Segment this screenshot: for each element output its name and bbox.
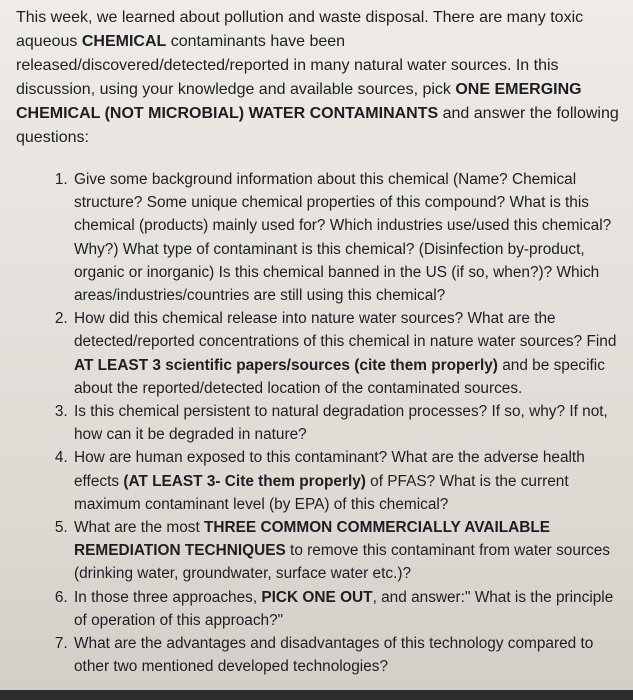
text-segment: and be specific about the reported/detected location of the contaminated sources. — [74, 356, 605, 397]
text-segment: How are human exposed to this contaminant? What are the adverse health effects — [74, 449, 585, 490]
bold-text-segment: ONE EMERGING CHEMICAL (NOT MICROBIAL) WATER CONTAMINANTS — [16, 81, 582, 122]
question-item-4 — [72, 446, 619, 516]
question-item-7 — [72, 632, 619, 678]
text-segment: to remove this contaminant from water sources (drinking water, groundwater, surface water etc.)? — [74, 542, 610, 583]
bottom-edge-bar — [0, 690, 633, 700]
text-segment: of PFAS? What is the current maximum contaminant level (by EPA) of this chemical? — [74, 472, 569, 513]
bold-text-segment: CHEMICAL — [81, 33, 167, 50]
question-item-6 — [72, 586, 619, 632]
question-item-2 — [72, 307, 619, 400]
text-segment: Is this chemical persistent to natural degradation processes? If so, why? If not, how can it be degraded in nature? — [74, 403, 608, 444]
bold-text-segment: THREE COMMON COMMERCIALLY AVAILABLE REMEDIATION TECHNIQUES — [74, 519, 551, 560]
text-segment: How did this chemical release into nature water sources? What are the detected/reported concentrations of this chemical in nature water sources? Find — [74, 310, 617, 351]
intro-paragraph — [16, 6, 619, 150]
text-segment: In those three approaches, — [74, 588, 262, 606]
text-segment: What are the most — [74, 519, 205, 537]
bold-text-segment: (AT LEAST 3- Cite them properly) — [123, 472, 366, 490]
question-item-5 — [72, 516, 619, 586]
question-list — [16, 168, 619, 678]
text-segment: Give some background information about this chemical (Name? Chemical structure? Some unique chemical properties of this compound? What is this chemical (products) mainly used for? Which industries use/used this chemical? Why?) What type of contaminant is this chemical? (Disinfection by-product, organic or inorganic) Is this chemical banned in the US (if so, when?)? Which areas/industries/countries are still using this chemical? — [74, 171, 612, 305]
text-segment: This week, we learned about pollution and waste disposal. There are many toxic aqueous — [16, 9, 584, 50]
question-item-1 — [72, 168, 619, 307]
bold-text-segment: PICK ONE OUT — [261, 588, 373, 606]
text-segment: , and answer:" What is the principle of operation of this approach?" — [74, 588, 614, 629]
bold-text-segment: AT LEAST 3 scientific papers/sources (cite them properly) — [74, 356, 498, 374]
text-segment: and answer the following questions: — [16, 105, 619, 146]
question-item-3 — [72, 400, 619, 446]
text-segment: contaminants have been released/discovered/detected/reported in many natural water sources. In this discussion, using your knowledge and available sources, pick — [16, 33, 559, 98]
text-segment: What are the advantages and disadvantages of this technology compared to other two mentioned developed technologies? — [74, 635, 594, 676]
